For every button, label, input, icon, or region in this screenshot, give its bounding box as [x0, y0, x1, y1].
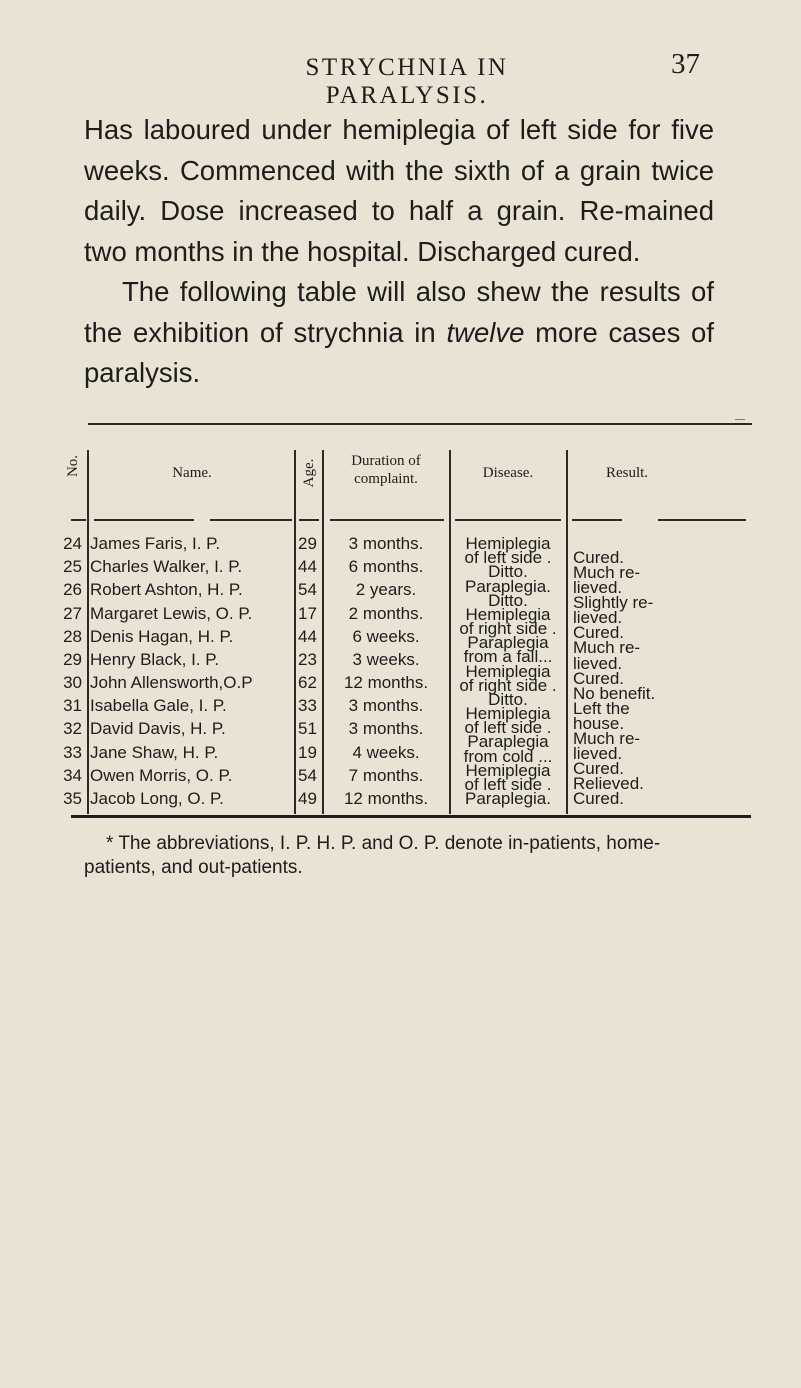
cell-no: 32	[63, 719, 82, 738]
cell-disease-line: of right side .	[459, 676, 557, 695]
cell-result-line: Cured.	[573, 548, 625, 567]
cell-no: 33	[63, 743, 82, 762]
cell-no: 24	[63, 534, 82, 553]
cell-disease-line: Paraplegia	[467, 732, 549, 751]
cell-disease-line: Paraplegia.	[464, 577, 551, 596]
cell-duration: 3 weeks.	[352, 650, 420, 669]
cell-result-line: lieved.	[573, 578, 623, 597]
page-number: 37	[671, 48, 700, 80]
cell-result-line: Much re-	[573, 563, 641, 582]
cell-result-line: Cured.	[573, 623, 625, 642]
cell-age: 44	[298, 557, 317, 576]
header-underline	[330, 519, 444, 521]
cell-name: Jane Shaw, H. P.	[90, 743, 219, 762]
cell-no: 27	[63, 604, 82, 623]
cell-name: Denis Hagan, H. P.	[90, 627, 234, 646]
cell-duration: 7 months.	[348, 766, 424, 785]
cell-name: Robert Ashton, H. P.	[90, 580, 243, 599]
cell-result-line: Slightly re-	[573, 593, 654, 612]
cell-disease-line: Ditto.	[488, 690, 528, 709]
table-top-rule-tail	[735, 419, 745, 420]
header-underline	[71, 519, 86, 521]
footnote-text: * The abbreviations, I. P. H. P. and O. P. denote in-patients, home-patients, and out-patients.	[84, 833, 661, 878]
cell-disease-line: Ditto.	[488, 562, 528, 581]
header-underline	[94, 519, 194, 521]
header-underline	[572, 519, 622, 521]
column-header-duration: Duration of complaint.	[351, 453, 421, 487]
cell-result-line: lieved.	[573, 608, 623, 627]
cell-no: 34	[63, 766, 82, 785]
column-header-result: Result.	[605, 465, 649, 481]
cell-age: 33	[298, 696, 317, 715]
cell-name: James Faris, I. P.	[90, 534, 221, 553]
cell-no: 26	[63, 580, 82, 599]
header-underline	[210, 519, 292, 521]
cell-result-line: Much re-	[573, 729, 641, 748]
cell-no: 35	[63, 789, 82, 808]
cell-name: John Allensworth,O.P	[90, 673, 253, 692]
column-header-age: Age.	[301, 458, 317, 488]
cell-disease-line: of left side .	[464, 548, 552, 567]
cell-result-line: Cured.	[573, 759, 625, 778]
cell-disease-line: Paraplegia	[467, 633, 549, 652]
cell-result-line: Cured.	[573, 669, 625, 688]
cell-disease-line: from a fall...	[463, 647, 553, 666]
cell-duration: 3 months.	[348, 719, 424, 738]
column-header-name: Name.	[172, 465, 212, 481]
cell-no: 30	[63, 673, 82, 692]
cell-duration: 3 months.	[348, 696, 424, 715]
cell-no: 29	[63, 650, 82, 669]
cell-no: 25	[63, 557, 82, 576]
cell-duration: 4 weeks.	[352, 743, 420, 762]
cell-disease-line: Hemiplegia	[465, 662, 551, 681]
header-underline	[658, 519, 746, 521]
intro-text-end: more cases of paralysis.	[84, 316, 714, 388]
cell-age: 54	[298, 766, 317, 785]
cell-no: 31	[63, 696, 82, 715]
intro-emphasis: twelve	[446, 316, 525, 348]
paragraph-case-description: Has laboured under hemiplegia of left side for five weeks. Commenced with the sixth of a grain twice daily. Dose increased to half a grain. Re-mained two months in the hospital. Discharged cured.	[84, 114, 714, 267]
cell-disease-line: of left side .	[464, 775, 552, 794]
cell-name: Henry Black, I. P.	[90, 650, 220, 669]
cell-name: Margaret Lewis, O. P.	[90, 604, 253, 623]
cell-age: 62	[298, 673, 317, 692]
footnote	[84, 832, 724, 880]
cell-duration: 6 weeks.	[352, 627, 420, 646]
cell-age: 44	[298, 627, 317, 646]
column-divider	[566, 450, 568, 814]
header-underline	[299, 519, 319, 521]
cell-age: 51	[298, 719, 317, 738]
header-underline	[455, 519, 561, 521]
cell-age: 23	[298, 650, 317, 669]
table-top-rule	[88, 423, 752, 425]
cell-age: 17	[298, 604, 317, 623]
cell-result-line: Left the	[573, 699, 630, 718]
cell-result-line: lieved.	[573, 654, 623, 673]
cell-disease-line: Ditto.	[488, 591, 528, 610]
cell-duration: 12 months.	[343, 789, 429, 808]
column-header-no: No.	[65, 454, 81, 478]
cell-disease-line: Hemiplegia	[465, 534, 551, 553]
paragraph-table-intro	[84, 272, 714, 394]
cell-name: Jacob Long, O. P.	[90, 789, 224, 808]
cell-no: 28	[63, 627, 82, 646]
cell-age: 29	[298, 534, 317, 553]
cell-age: 54	[298, 580, 317, 599]
cell-name: Isabella Gale, I. P.	[90, 696, 227, 715]
cell-disease-line: Paraplegia.	[464, 789, 551, 808]
cell-disease-line: of left side .	[464, 718, 552, 737]
cell-age: 49	[298, 789, 317, 808]
cell-name: Charles Walker, I. P.	[90, 557, 243, 576]
column-header-disease: Disease.	[482, 465, 534, 481]
cell-duration: 2 years.	[355, 580, 417, 599]
intro-text-start: The following table will also shew the results of the exhibition of strychnia in	[84, 276, 714, 348]
cell-disease-line: of right side .	[459, 619, 557, 638]
cell-result-line: lieved.	[573, 744, 623, 763]
body-text	[84, 110, 714, 394]
cell-result-line: No benefit.	[573, 684, 656, 703]
cell-result-line: Cured.	[573, 789, 625, 808]
cell-duration: 3 months.	[348, 534, 424, 553]
cell-result-line: Much re-	[573, 638, 641, 657]
cell-disease-line: Hemiplegia	[465, 761, 551, 780]
cell-disease-line: Hemiplegia	[465, 605, 551, 624]
cell-duration: 12 months.	[343, 673, 429, 692]
cell-duration: 6 months.	[348, 557, 424, 576]
cell-name: David Davis, H. P.	[90, 719, 226, 738]
cell-result-line: Relieved.	[573, 774, 644, 793]
cell-disease-line: Hemiplegia	[465, 704, 551, 723]
running-title: STRYCHNIA IN PARALYSIS.	[305, 54, 509, 109]
cell-duration: 2 months.	[348, 604, 424, 623]
cell-result-line: house.	[573, 714, 625, 733]
table-bottom-rule	[71, 815, 751, 818]
cell-disease-line: from cold ...	[463, 747, 553, 766]
cell-age: 19	[298, 743, 317, 762]
column-divider	[87, 450, 89, 814]
cell-name: Owen Morris, O. P.	[90, 766, 233, 785]
